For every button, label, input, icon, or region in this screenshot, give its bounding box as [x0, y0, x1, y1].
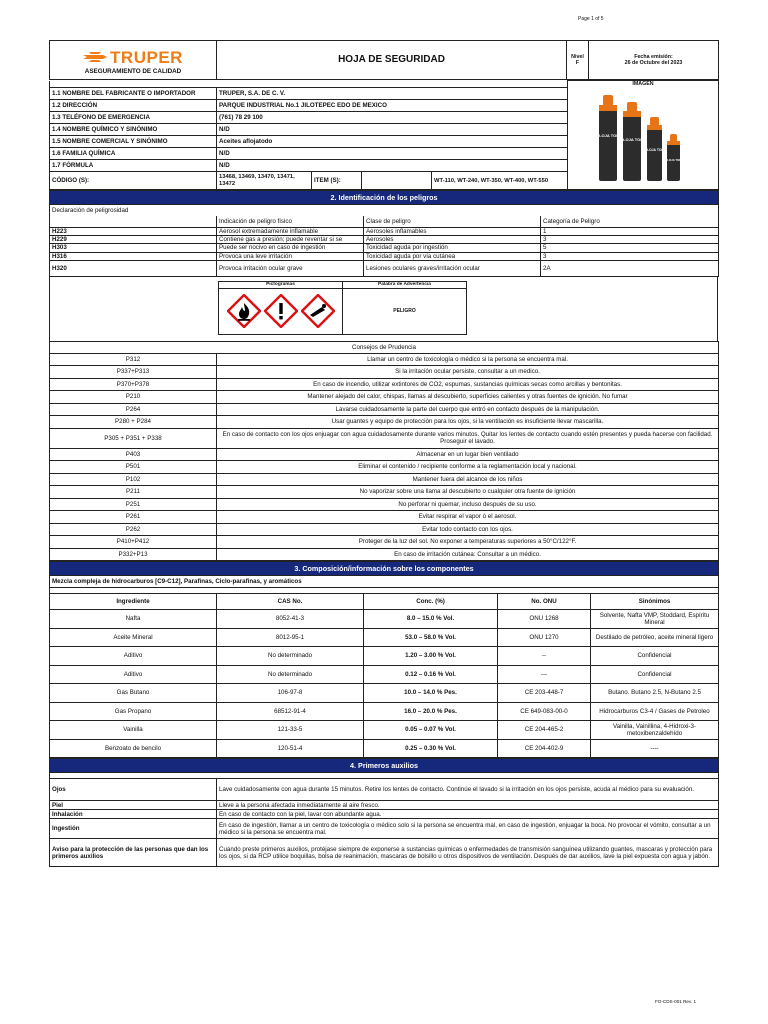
first-aid-text: Cuando preste primeros auxilios, protéjase siempre de exponerse a sustancias químicas o enfermedades de transmisión sanguínea utilizando guantes, mascaras y protección para los ojos, si da RCP utilice boquillas, bolsa de reanimación, mascaras de bolsillo u otros dispositivos de ventilación. Después de dar auxilios, lave la piel expuesta con agua y jabón. [217, 839, 719, 867]
precaution-text: Evitar todo contacto con los ojos. [217, 523, 719, 536]
precaution-text: En caso de incendio, utilizar extintores de CO2, espumas, sustancias químicas secas como arcillas y bentonitas. [217, 378, 719, 391]
component-ingredient: Gas Propano [50, 702, 217, 721]
component-onu: -- [498, 647, 591, 666]
component-onu: ONU 1270 [498, 628, 591, 647]
precaution-code: P305 + P351 + P338 [50, 428, 217, 448]
can-label-1: AFLOJA TODO [593, 133, 623, 139]
nivel-cell [567, 41, 589, 80]
info-value: N/D [217, 123, 568, 135]
precaution-code: P211 [50, 486, 217, 499]
component-cas: 8012-95-1 [217, 628, 364, 647]
precaution-text: Mantener fuera del alcance de los niños [217, 473, 719, 486]
precaution-text: No vaporizar sobre una llama al descubierto o cualquier otra fuente de ignición [217, 486, 719, 499]
hazard-col-header-3: Categoría de Peligro [541, 216, 719, 228]
comp-header-ingrediente: Ingrediente [50, 594, 217, 610]
hazard-code: H320 [50, 260, 217, 276]
hazard-indication: Aerosol extremadamente inflamable [217, 228, 364, 236]
precaution-code: P261 [50, 511, 217, 524]
comp-header-sinonimos: Sinónimos [591, 594, 719, 610]
page-number: Page 1 of 5 [578, 16, 604, 22]
item-label: ITEM (S): [312, 172, 362, 190]
precaution-code: P262 [50, 523, 217, 536]
comp-header-onu: No. ONU [498, 594, 591, 610]
truper-wing-icon [83, 51, 107, 63]
component-row [50, 610, 719, 629]
precaution-row [50, 353, 719, 366]
first-aid-label: Inhalación [50, 810, 217, 819]
component-synonyms: Confidencial [591, 665, 719, 684]
document-title: HOJA DE SEGURIDAD [217, 41, 567, 80]
precaution-row [50, 498, 719, 511]
info-label: 1.1 NOMBRE DEL FABRICANTE O IMPORTADOR [50, 87, 217, 99]
hazard-class: Lesiones oculares graves/irritación ocular [364, 260, 541, 276]
precaution-text: Si la irritación ocular persiste, consultar a un medico. [217, 366, 719, 379]
first-aid-text: Lave cuidadosamente con agua durante 15 minutos. Retire los lentes de contacto. Continúe el lavado si la irritación en los ojos persiste, acuda al médico para su evaluación. [217, 779, 719, 801]
product-image [593, 87, 693, 187]
info-label: 1.6 FAMILIA QUÍMICA [50, 148, 217, 160]
component-cas: 8052-41-3 [217, 610, 364, 629]
corrosion-icon [301, 294, 335, 328]
hazard-code: H229 [50, 236, 217, 244]
hazard-class: Toxicidad aguda por ingestión [364, 244, 541, 252]
codigo-value: 13468, 13469, 13470, 13471, 13472 [217, 172, 312, 190]
identification-table [49, 80, 719, 190]
component-synonyms: Butano. Butano 2.5, N-Butano 2.5 [591, 684, 719, 703]
nivel-value: F [575, 60, 580, 66]
precaution-text: Mantener alejado del calor, chispas, llamas al descubierto, superficies calientes y otras fuentes de ignición. No fumar [217, 391, 719, 404]
component-synonyms: Destilado de petróleo, aceite mineral ligero [591, 628, 719, 647]
component-cas: 68512-91-4 [217, 702, 364, 721]
precaution-text: Llamar un centro de toxicología o médico si la persona se encuentra mal. [217, 353, 719, 366]
component-synonyms: ---- [591, 739, 719, 758]
component-ingredient: Gas Butano [50, 684, 217, 703]
hazard-row [50, 228, 719, 236]
hazard-row [50, 236, 719, 244]
hazard-indication: Contiene gas a presión; puede reventar si se [217, 236, 364, 244]
first-aid-row [50, 779, 719, 801]
hazard-row [50, 260, 719, 276]
component-synonyms: Hidrocarburos C3-4 / Gases de Petroleo [591, 702, 719, 721]
fecha-label: Fecha emisión: [634, 53, 673, 60]
component-row [50, 721, 719, 740]
pictogram-area [49, 277, 718, 341]
precaution-code: P501 [50, 461, 217, 474]
precaution-code: P251 [50, 498, 217, 511]
component-row [50, 647, 719, 666]
precaution-row [50, 416, 719, 429]
component-cas: No determinado [217, 665, 364, 684]
info-value: N/D [217, 148, 568, 160]
spacer-row [50, 81, 568, 88]
hazard-code: H223 [50, 228, 217, 236]
hazard-indication: Provoca una leve irritación [217, 252, 364, 260]
hazard-row [50, 244, 719, 252]
first-aid-row [50, 801, 719, 810]
hazard-category: 1 [541, 228, 719, 236]
hazard-category: 3 [541, 252, 719, 260]
precaution-code: P403 [50, 448, 217, 461]
first-aid-row [50, 819, 719, 839]
consejos-label: Consejos de Prudencia [50, 341, 719, 353]
first-aid-text: Lleve a la persona afectada inmediatamente al aire fresco. [217, 801, 719, 810]
precaution-code: P332+P13 [50, 548, 217, 561]
precaution-text: Proteger de la luz del sol. No exponer a temperaturas superiores a 50°C/122°F. [217, 536, 719, 549]
flame-icon [227, 294, 261, 328]
footer-code: FO-CDS-001 Rev. 1 [655, 999, 697, 1004]
header-table [49, 40, 719, 80]
palabra-label: Palabra de Advertencia [378, 281, 431, 287]
component-ingredient: Nafta [50, 610, 217, 629]
section-3-table [49, 561, 719, 758]
component-ingredient: Aditivo [50, 665, 217, 684]
safety-data-sheet [49, 40, 718, 867]
info-value: TRUPER, S.A. DE C. V. [217, 87, 568, 99]
info-value: N/D [217, 160, 568, 172]
precaution-text: Almacenar en un lugar bien ventilado [217, 448, 719, 461]
mixture-description: Mezcla compleja de hidrocarburos [C9-C12], Parafinas, Ciclo-parafinas, y aromáticos [50, 576, 719, 588]
imagen-label: IMAGEN [632, 81, 654, 87]
info-label: 1.4 NOMBRE QUÍMICO Y SINÓNIMO [50, 123, 217, 135]
precaution-row [50, 391, 719, 404]
first-aid-text: En caso de contacto con la piel, lavar con abundante agua. [217, 810, 719, 819]
component-onu: CE 203-448-7 [498, 684, 591, 703]
hazard-col-header-1: Indicación de peligro físico [217, 216, 364, 228]
hazard-col-header-2: Clase de peligro [364, 216, 541, 228]
component-concentration: 53.0 – 58.0 % Vol. [364, 628, 498, 647]
component-concentration: 0.12 – 0.16 % Vol. [364, 665, 498, 684]
component-cas: 106-97-8 [217, 684, 364, 703]
first-aid-label: Piel [50, 801, 217, 810]
component-ingredient: Vainilla [50, 721, 217, 740]
first-aid-text: En caso de ingestión, llamar a un centro de toxicología o médico solo si la persona se encuentra mal, en caso de ingestión, enjuagar la boca. No provocar el vómito, consultar a un médico si la persona se encuentra mal. [217, 819, 719, 839]
quality-label: ASEGURAMIENTO DE CALIDAD [84, 68, 182, 76]
nivel-label: Nivel [571, 53, 584, 60]
precaution-code: P210 [50, 391, 217, 404]
precaution-text: En caso de irritación cutánea: Consultar a un médico. [217, 548, 719, 561]
hazard-category: 5 [541, 244, 719, 252]
codigo-label: CÓDIGO (S): [50, 172, 217, 190]
component-concentration: 16.0 – 20.0 % Pes. [364, 702, 498, 721]
hazard-row [50, 252, 719, 260]
component-cas: 121-33-5 [217, 721, 364, 740]
hazard-indication: Puede ser nocivo en caso de ingestión [217, 244, 364, 252]
comp-header-cas: CAS No. [217, 594, 364, 610]
product-image-cell [568, 81, 719, 190]
hazard-code: H303 [50, 244, 217, 252]
pictogram-icons [219, 289, 343, 334]
precaution-text: En caso de contacto con los ojos enjuagar con agua cuidadosamente durante varios minutos. Quitar los lentes de contacto cuando estén presentes y pueda hacerse con facilidad. Proseguir el lavado. [217, 428, 719, 448]
component-concentration: 0.05 – 0.07 % Vol. [364, 721, 498, 740]
component-row [50, 739, 719, 758]
exclamation-icon [264, 294, 298, 328]
component-synonyms: Vainilla, Vainillina, 4-Hidroxi-3-metoxibenzaldehído [591, 721, 719, 740]
precaution-row [50, 486, 719, 499]
component-row [50, 628, 719, 647]
info-value: PARQUE INDUSTRIAL No.1 JILOTEPEC EDO DE MEXICO [217, 99, 568, 111]
component-concentration: 10.0 – 14.0 % Pes. [364, 684, 498, 703]
signal-word: PELIGRO [393, 308, 416, 315]
can-label-3: AFLOJA TODO [642, 148, 667, 153]
section-4-table [49, 758, 719, 867]
item-spacer [362, 172, 432, 190]
hazard-spacer [50, 216, 217, 228]
component-row [50, 684, 719, 703]
precaution-code: P337+P313 [50, 366, 217, 379]
can-label-4: AFLOJA TODO [663, 158, 684, 163]
item-value: WT-110, WT-240, WT-350, WT-400, WT-550 [432, 172, 568, 190]
component-cas: No determinado [217, 647, 364, 666]
precaution-code: P410+P412 [50, 536, 217, 549]
precaution-code: P280 + P284 [50, 416, 217, 429]
precaution-code: P264 [50, 403, 217, 416]
truper-logo [52, 48, 214, 68]
section-4-title: 4. Primeros auxilios [50, 759, 719, 773]
section-3-title: 3. Composición/información sobre los componentes [50, 562, 719, 576]
component-ingredient: Aditivo [50, 647, 217, 666]
section-2-table [49, 190, 719, 277]
precaution-text: Evitar respirar el vapor ó el aerosol. [217, 511, 719, 524]
component-onu: ONU 1268 [498, 610, 591, 629]
fecha-value: 26 de Octubre del 2023 [624, 60, 683, 66]
precaution-row [50, 511, 719, 524]
hazard-code: H316 [50, 252, 217, 260]
component-onu: CE 649-083-00-0 [498, 702, 591, 721]
precaution-row [50, 428, 719, 448]
precaution-code: P102 [50, 473, 217, 486]
precaution-code: P312 [50, 353, 217, 366]
info-value: (761) 78 29 100 [217, 111, 568, 123]
component-onu: CE 204-465-2 [498, 721, 591, 740]
component-synonyms: Solvente, Nafta VMP, Stoddard, Espíritu Mineral [591, 610, 719, 629]
info-label: 1.7 FÓRMULA [50, 160, 217, 172]
pictogram-box [218, 281, 467, 335]
info-value: Aceites aflojatodo [217, 136, 568, 148]
first-aid-row [50, 810, 719, 819]
info-label: 1.5 NOMBRE COMERCIAL Y SINÓNIMO [50, 136, 217, 148]
hazard-category: 2A [541, 260, 719, 276]
component-concentration: 0.25 – 0.30 % Vol. [364, 739, 498, 758]
comp-header-conc: Conc. (%) [364, 594, 498, 610]
info-label: 1.2 DIRECCIÓN [50, 99, 217, 111]
component-cas: 120-51-4 [217, 739, 364, 758]
component-row [50, 702, 719, 721]
precaution-text: No perforar ni quemar, incluso después de su uso. [217, 498, 719, 511]
pictogramas-label: Pictogramas [219, 282, 343, 288]
precautions-table [49, 341, 719, 562]
hazard-category: 3 [541, 236, 719, 244]
precaution-text: Lavarse cuidadosamente la parte del cuerpo que entró en contacto después de la manipulación. [217, 403, 719, 416]
precaution-row [50, 473, 719, 486]
precaution-row [50, 403, 719, 416]
logo-cell [50, 41, 217, 80]
hazard-indication: Provoca irritación ocular grave [217, 260, 364, 276]
precaution-row [50, 536, 719, 549]
first-aid-row [50, 839, 719, 867]
component-ingredient: Aceite Mineral [50, 628, 217, 647]
first-aid-label: Aviso para la protección de las personas que dan los primeros auxilios [50, 839, 217, 867]
fecha-cell [589, 41, 719, 80]
precaution-row [50, 523, 719, 536]
info-label: 1.3 TELÉFONO DE EMERGENCIA [50, 111, 217, 123]
section-2-title: 2. Identificación de los peligros [50, 191, 719, 205]
first-aid-label: Ojos [50, 779, 217, 801]
precaution-row [50, 461, 719, 474]
component-concentration: 8.0 – 15.0 % Vol. [364, 610, 498, 629]
hazard-class: Toxicidad aguda por vía cutánea [364, 252, 541, 260]
component-onu: --- [498, 665, 591, 684]
component-row [50, 665, 719, 684]
hazard-class: Aerosoles [364, 236, 541, 244]
component-synonyms: Confidencial [591, 647, 719, 666]
can-label-2: AFLOJA TODO [617, 137, 647, 143]
precaution-row [50, 448, 719, 461]
precaution-code: P370+P378 [50, 378, 217, 391]
first-aid-label: Ingestión [50, 819, 217, 839]
component-ingredient: Benzoato de bencilo [50, 739, 217, 758]
precaution-row [50, 366, 719, 379]
component-concentration: 1.20 – 3.00 % Vol. [364, 647, 498, 666]
component-onu: CE 204-402-9 [498, 739, 591, 758]
precaution-text: Usar guantes y equipo de protección para los ojos, si la ventilación es insuficiente llevar mascarilla. [217, 416, 719, 429]
hazard-class: Aerosoles inflamables [364, 228, 541, 236]
declaracion-label: Declaración de peligrosidad [50, 205, 719, 216]
brand-name: TRUPER [110, 47, 183, 67]
precaution-row [50, 378, 719, 391]
precaution-text: Eliminar el contenido / recipiente conforme a la reglamentación local y nacional. [217, 461, 719, 474]
precaution-row [50, 548, 719, 561]
